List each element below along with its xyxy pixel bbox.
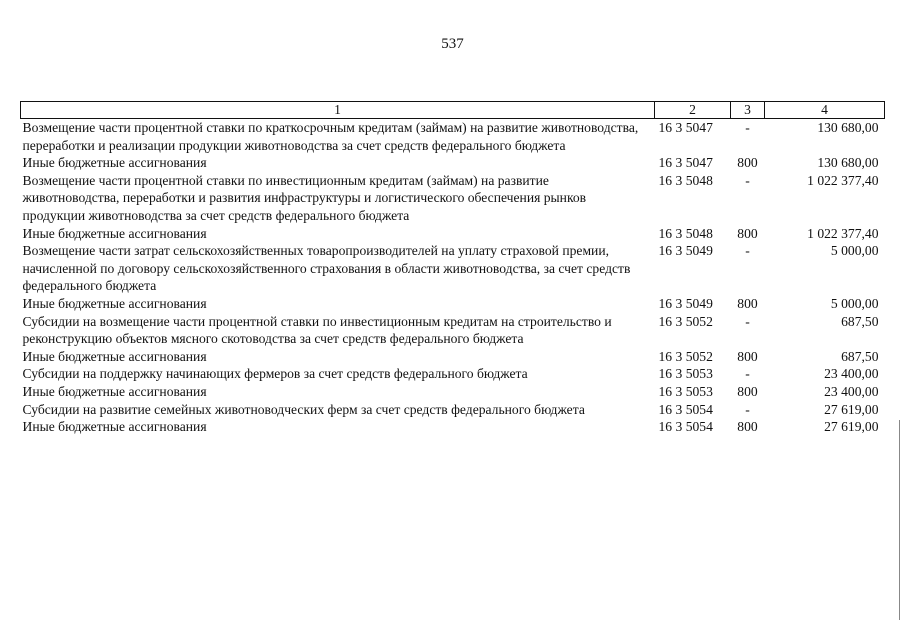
row-name: Субсидии на развитие семейных животноводческих ферм за счет средств федерального бюджета (22, 401, 585, 417)
row-type: 800 (737, 348, 758, 364)
row-name: Субсидии на возмещение части процентной ставки по инвестиционным кредитам на строительство и реконструкцию объектов мясного скотоводства за счет средств федерального бюджета (22, 313, 612, 347)
table-row (21, 172, 885, 225)
row-amount: 5 000,00 (830, 295, 879, 311)
row-type: 800 (737, 383, 758, 399)
row-name: Иные бюджетные ассигнования (22, 155, 207, 171)
header-col-3: 3 (731, 102, 765, 119)
row-code: 16 3 5053 (658, 366, 713, 382)
row-type: 800 (737, 225, 758, 241)
row-name: Возмещение части процентной ставки по краткосрочным кредитам (займам) на развитие животноводства, переработки и реализации продукции животноводства за счет средств федерального бюджета (22, 120, 639, 153)
table-row (21, 119, 885, 155)
row-type: - (745, 313, 750, 329)
table-row (21, 348, 885, 366)
table-row (21, 401, 885, 419)
row-amount: 27 619,00 (824, 401, 879, 417)
row-code: 16 3 5052 (658, 313, 713, 329)
row-type: - (745, 401, 750, 417)
row-name: Иные бюджетные ассигнования (22, 348, 207, 364)
page-number: 537 (441, 36, 464, 52)
table-row (21, 365, 885, 383)
row-name: Возмещение части затрат сельскохозяйственных товаропроизводителей на уплату страховой премии, начисленной по договору сельскохозяйственного страхования в области животноводства, за счет средств федерального бюджета (22, 243, 631, 294)
table-row (21, 225, 885, 243)
row-code: 16 3 5047 (658, 120, 713, 135)
row-amount: 687,50 (841, 348, 879, 364)
row-type: - (745, 366, 750, 382)
table-row (21, 313, 885, 348)
row-code: 16 3 5049 (658, 243, 713, 259)
row-amount: 687,50 (841, 313, 879, 329)
row-name: Иные бюджетные ассигнования (22, 419, 207, 435)
header-row (21, 102, 885, 119)
row-amount: 130 680,00 (817, 120, 879, 135)
row-code: 16 3 5052 (658, 348, 713, 364)
row-type: - (745, 243, 750, 259)
header-col-1: 1 (21, 102, 655, 119)
row-code: 16 3 5054 (658, 419, 713, 435)
header-col-2: 2 (655, 102, 731, 119)
row-amount: 1 022 377,40 (807, 225, 879, 241)
row-code: 16 3 5054 (658, 401, 713, 417)
row-code: 16 3 5049 (658, 295, 713, 311)
row-name: Иные бюджетные ассигнования (22, 295, 207, 311)
row-amount: 5 000,00 (830, 243, 879, 259)
row-code: 16 3 5048 (658, 172, 713, 188)
row-amount: 27 619,00 (824, 419, 879, 435)
row-amount: 130 680,00 (817, 155, 879, 171)
row-type: - (745, 172, 750, 188)
row-name: Иные бюджетные ассигнования (22, 383, 207, 399)
row-type: - (745, 120, 750, 135)
budget-table (20, 101, 885, 436)
table-row (21, 242, 885, 295)
header-col-4: 4 (765, 102, 885, 119)
row-code: 16 3 5047 (658, 155, 713, 171)
row-code: 16 3 5053 (658, 383, 713, 399)
table-row (21, 154, 885, 172)
row-type: 800 (737, 155, 758, 171)
row-amount: 23 400,00 (824, 366, 879, 382)
row-name: Возмещение части процентной ставки по инвестиционным кредитам (займам) на развитие животноводства, переработки и развития инфраструктуры и логистического обеспечения рынков продукции животноводства за счет средств федерального бюджета (22, 172, 587, 223)
row-name: Субсидии на поддержку начинающих фермеров за счет средств федерального бюджета (22, 366, 528, 382)
row-amount: 23 400,00 (824, 383, 879, 399)
table-row (21, 383, 885, 401)
row-type: 800 (737, 295, 758, 311)
table-row (21, 418, 885, 436)
scan-edge-line (899, 420, 900, 620)
row-amount: 1 022 377,40 (807, 172, 879, 188)
table-row (21, 295, 885, 313)
row-code: 16 3 5048 (658, 225, 713, 241)
row-name: Иные бюджетные ассигнования (22, 225, 207, 241)
row-type: 800 (737, 419, 758, 435)
